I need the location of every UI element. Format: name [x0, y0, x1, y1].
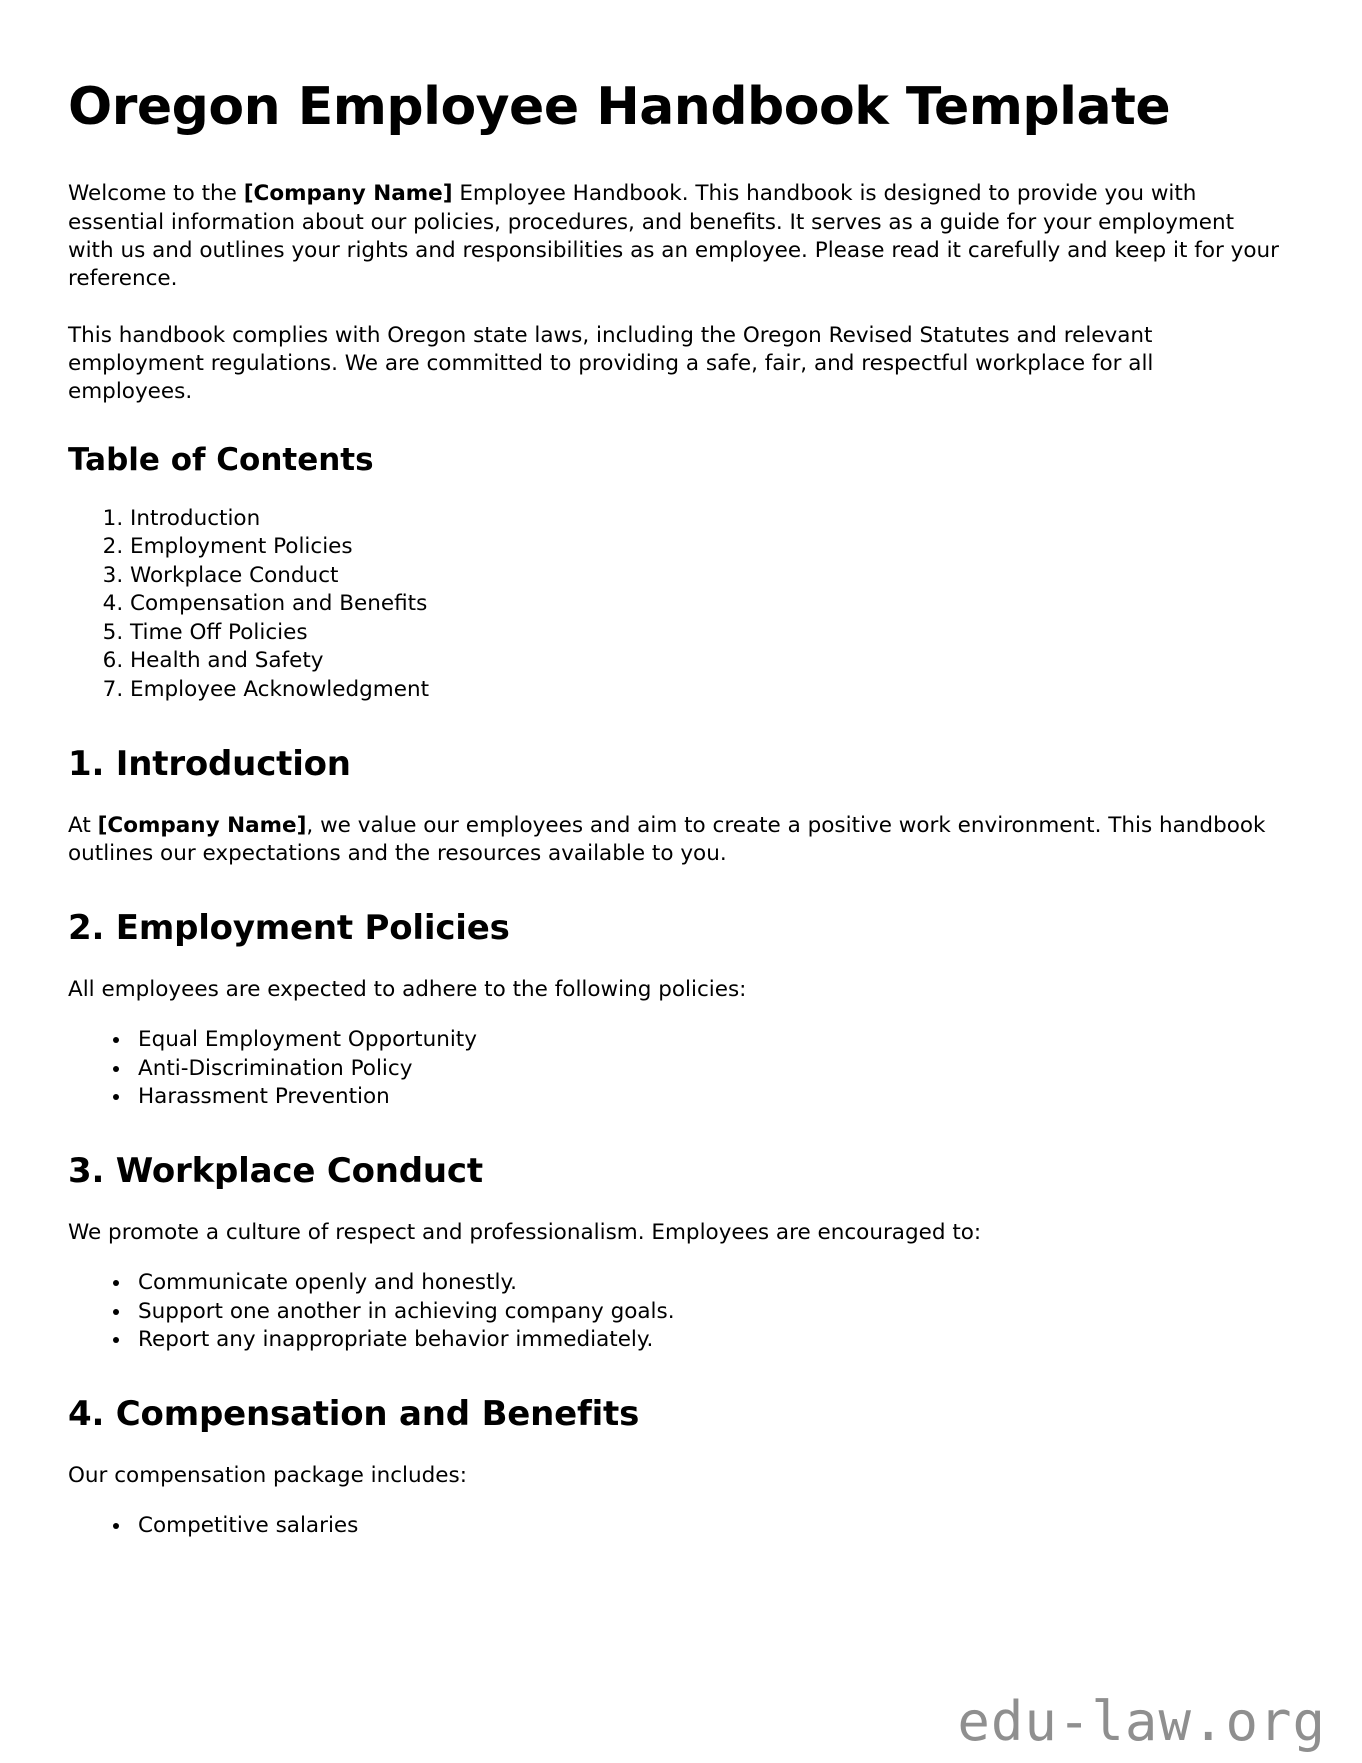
section-heading-workplace-conduct: 3. Workplace Conduct [68, 1150, 483, 1191]
toc-item-7: 7. Employee Acknowledgment [130, 676, 1282, 705]
list-item: • Harassment Prevention [132, 1083, 1282, 1112]
section1-before-bold: At [68, 812, 98, 838]
toc-item-5: 5. Time Off Policies [130, 619, 1282, 648]
company-name-placeholder: [Company Name] [97, 812, 307, 838]
company-name-placeholder: [Company Name] [243, 181, 453, 207]
section-compensation-intro: Our compensation package includes: [68, 1463, 467, 1489]
table-of-contents-list [68, 505, 1282, 705]
intro-p1-before-bold: Welcome to the [68, 181, 244, 207]
intro-paragraph-1 [68, 180, 1282, 294]
employment-policies-list [68, 1026, 1282, 1112]
intro-paragraph-2: This handbook complies with Oregon state laws, including the Oregon Revised Statutes and relevant employment regulations. We are committed to providing a safe, fair, and respectful workplace for all employees. [68, 322, 1154, 405]
section-heading-introduction: 1. Introduction [68, 743, 351, 784]
toc-item-2: 2. Employment Policies [130, 533, 1282, 562]
section-employment-policies-intro: All employees are expected to adhere to the following policies: [68, 976, 747, 1002]
toc-item-6: 6. Health and Safety [130, 647, 1282, 676]
section-introduction-paragraph [68, 812, 1282, 869]
list-item: • Communicate openly and honestly. [132, 1269, 1282, 1298]
compensation-benefits-list [68, 1512, 1282, 1541]
table-of-contents-heading: Table of Contents [68, 441, 374, 478]
section-heading-employment-policies: 2. Employment Policies [68, 907, 510, 948]
list-item: • Support one another in achieving company goals. [132, 1298, 1282, 1327]
workplace-conduct-list [68, 1269, 1282, 1355]
section-workplace-conduct-intro: We promote a culture of respect and professionalism. Employees are encouraged to: [68, 1219, 982, 1245]
list-item: • Competitive salaries [132, 1512, 1282, 1541]
toc-item-4: 4. Compensation and Benefits [130, 590, 1282, 619]
page-title: Oregon Employee Handbook Template [68, 77, 1171, 137]
section1-after-bold: , we value our employees and aim to create a positive work environment. This handbook outlines our expectations and the resources available to you. [68, 812, 1266, 867]
toc-item-1: 1. Introduction [130, 505, 1282, 534]
toc-item-3: 3. Workplace Conduct [130, 562, 1282, 591]
watermark: edu-law.org [957, 1690, 1326, 1753]
list-item: • Equal Employment Opportunity [132, 1026, 1282, 1055]
section-heading-compensation-and-benefits: 4. Compensation and Benefits [68, 1394, 640, 1434]
list-item: • Anti-Discrimination Policy [132, 1055, 1282, 1084]
list-item: • Report any inappropriate behavior immediately. [132, 1326, 1282, 1355]
intro-p1-after-bold: Employee Handbook. This handbook is designed to provide you with essential information about our policies, procedures, and benefits. It serves as a guide for your employment with us and outlines your rights and responsibilities as an employee. Please read it carefully and keep it for your reference. [68, 181, 1279, 292]
